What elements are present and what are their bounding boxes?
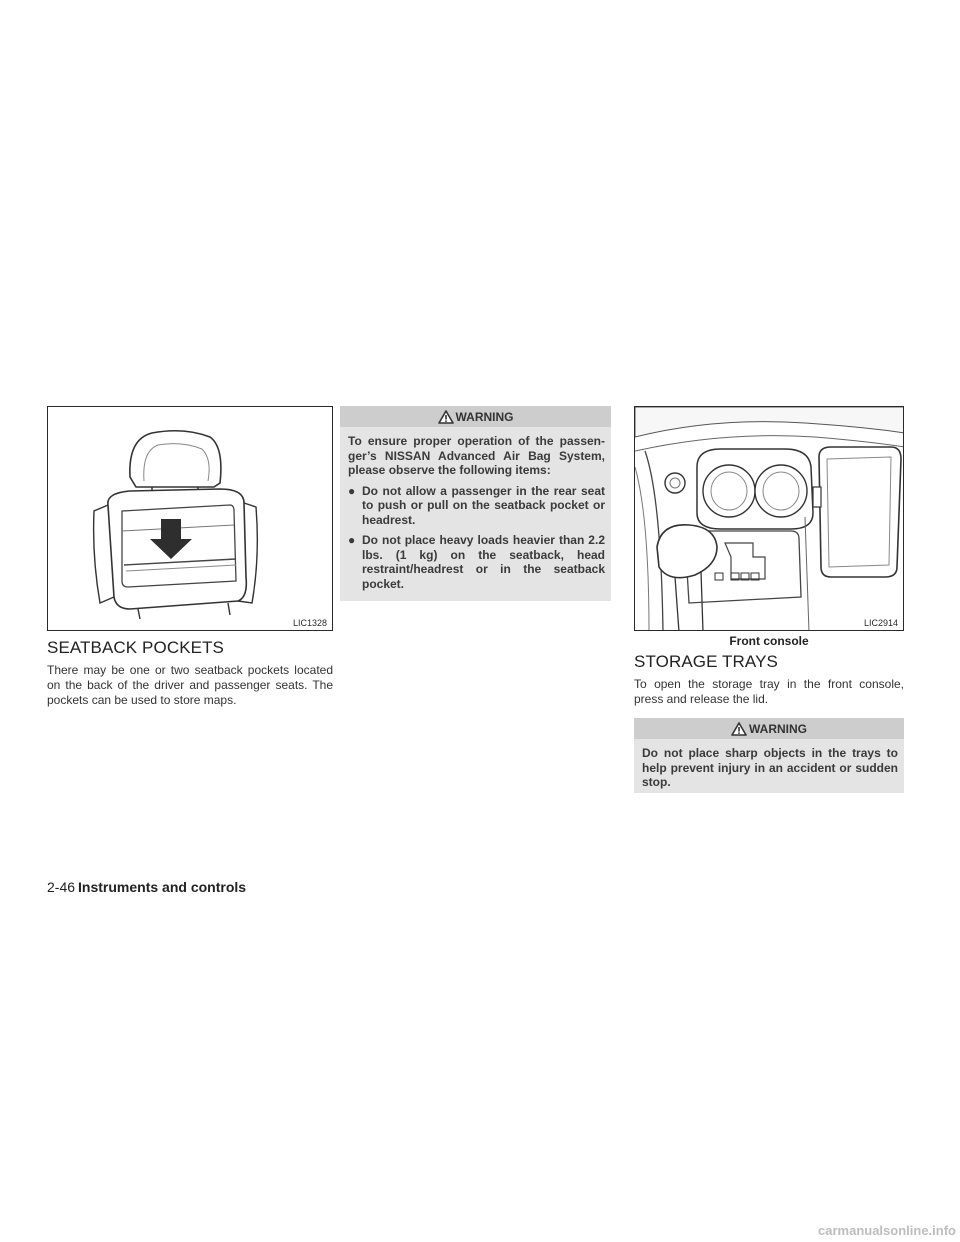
bullet: ●	[348, 533, 356, 547]
list-item	[348, 484, 605, 528]
figure-code: LIC2914	[863, 618, 898, 628]
warning-triangle-icon	[438, 410, 454, 424]
warning-triangle-icon	[731, 722, 747, 736]
warning-label: WARNING	[749, 721, 807, 736]
section-heading-seatback-pockets: SEATBACK POCKETS	[47, 638, 224, 657]
figure-code: LIC1328	[292, 618, 327, 628]
page-footer	[47, 879, 246, 895]
page-number: 2-46	[47, 879, 76, 895]
warning-label: WARNING	[455, 409, 514, 424]
warning-box-trays	[634, 718, 904, 793]
warning-item-text: Do not allow a passenger in the rear seat to push or pull on the seatback pocket or headrest.	[362, 483, 605, 527]
storage-trays-paragraph: To open the storage tray in the front console, press and release the lid.	[634, 677, 904, 706]
chapter-title: Instruments and controls	[78, 879, 247, 895]
seatback-drawing	[48, 407, 333, 631]
warning-header	[634, 718, 904, 739]
seatback-pockets-paragraph: There may be one or two seatback pockets located on the back of the driver and passenger seats. The pockets can be used to store maps.	[47, 663, 333, 707]
front-console-illustration	[634, 406, 904, 631]
list-item	[348, 533, 605, 591]
seatback-pocket-illustration	[47, 406, 333, 631]
watermark: carmanualsonline.info	[818, 1223, 956, 1238]
warning-box-airbag	[340, 406, 611, 601]
figure-caption: Front console	[729, 634, 809, 648]
console-drawing	[635, 407, 904, 631]
warning-text: Do not place sharp objects in the trays to help prevent injury in an accident or sudden stop.	[642, 746, 898, 789]
warning-header	[340, 406, 611, 427]
warning-item-text: Do not place heavy loads heavier than 2.2 lbs. (1 kg) on the seatback, head restraint/headrest or in the seatback pocket.	[362, 533, 605, 591]
bullet: ●	[348, 483, 356, 498]
warning-list	[348, 484, 605, 592]
section-heading-storage-trays: STORAGE TRAYS	[634, 652, 778, 671]
warning-intro: To ensure proper operation of the passenger’s NISSAN Advanced Air Bag System, please observe the following items:	[348, 434, 605, 477]
